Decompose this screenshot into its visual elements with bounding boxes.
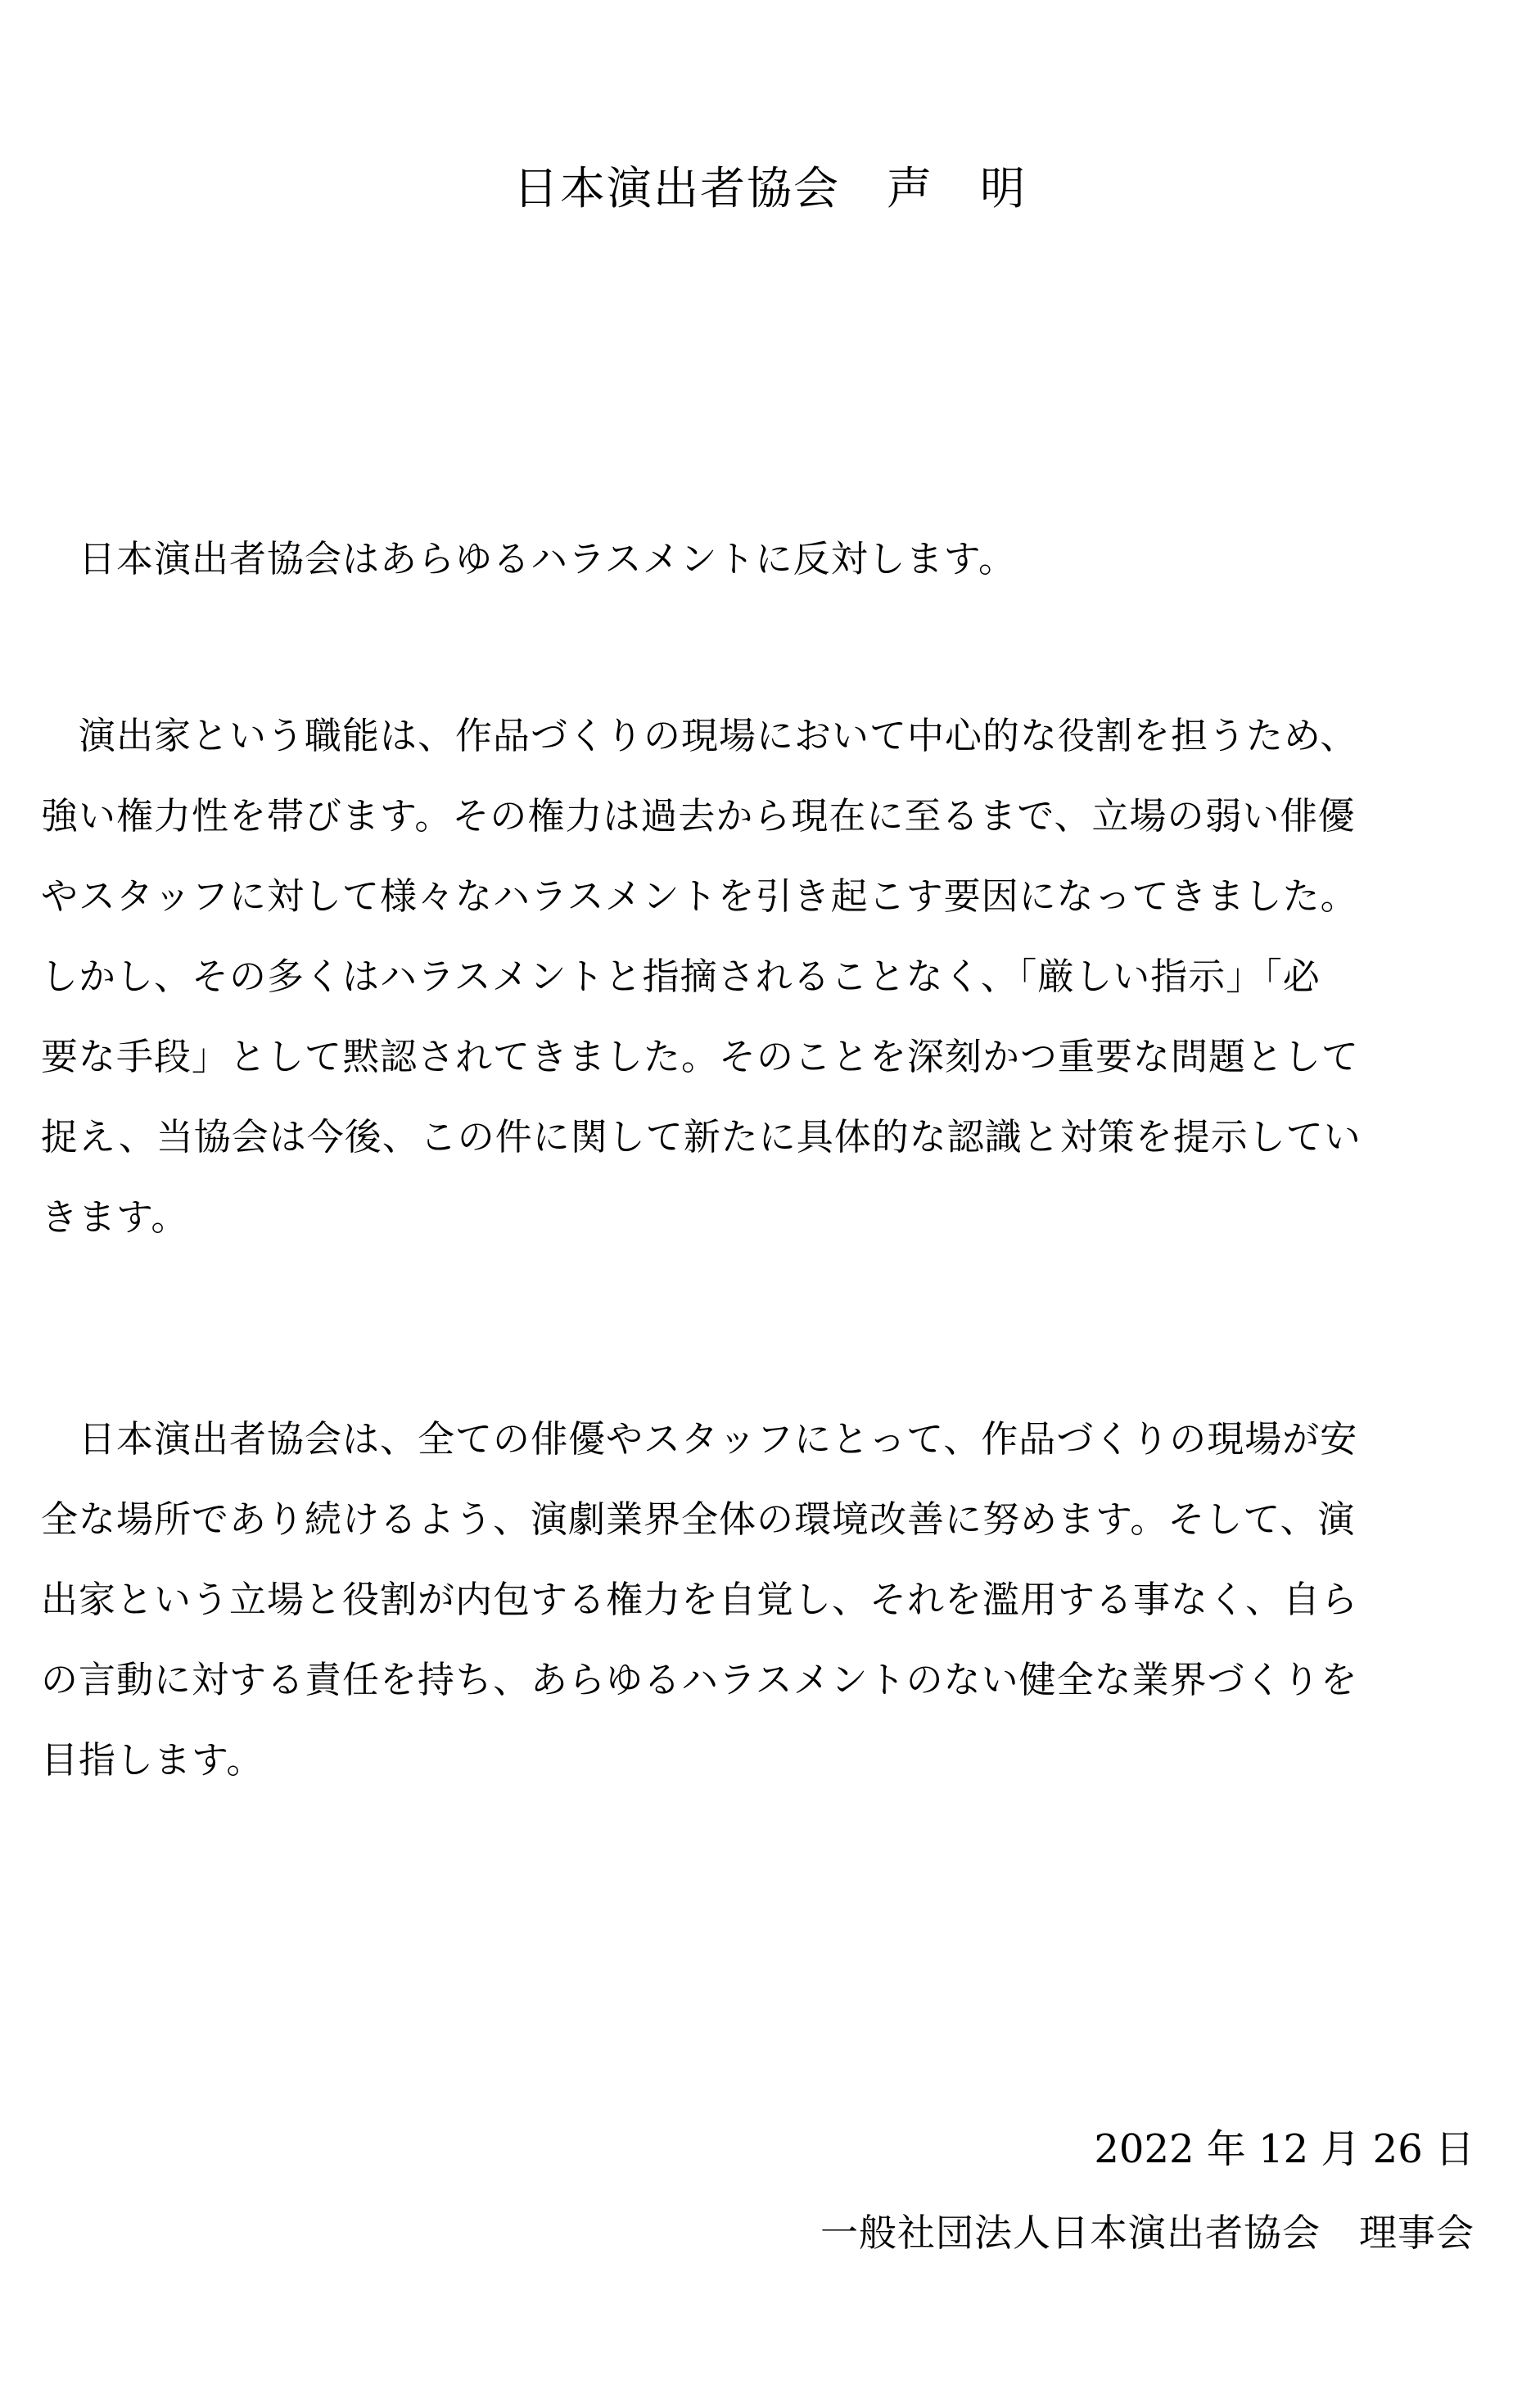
paragraph-line: きます。 <box>41 1195 189 1239</box>
paragraph-2 <box>41 696 1506 1258</box>
paragraph-line: 出家という立場と役割が内包する権力を自覚し、それを濫用する事なく、自ら <box>41 1578 1359 1621</box>
paragraph-line: 全な場所であり続けるよう、演劇業界全体の環境改善に努めます。そして、演 <box>41 1497 1356 1541</box>
paragraph-3 <box>41 1399 1506 1800</box>
paragraph-line: の言動に対する責任を持ち、あらゆるハラスメントのない健全な業界づくりを <box>41 1658 1358 1701</box>
paragraph-line: 強い権力性を帯びます。その権力は過去から現在に至るまで、立場の弱い俳優 <box>41 794 1356 838</box>
paragraph-line: 日本演出者協会はあらゆるハラスメントに反対します。 <box>41 537 1017 580</box>
paragraph-line: 要な手段」として黙認されてきました。そのことを深刻かつ重要な問題として <box>41 1035 1360 1078</box>
document-title: 日本演出者協会 声 明 <box>513 162 1027 215</box>
paragraph-line: 日本演出者協会は、全ての俳優やスタッフにとって、作品づくりの現場が安 <box>41 1417 1358 1461</box>
paragraph-line: やスタッフに対して様々なハラスメントを引き起こす要因になってきました。 <box>41 874 1358 918</box>
signatory: 一般社団法人日本演出者協会 理事会 <box>820 2211 1475 2255</box>
statement-date: 2022 年 12 月 26 日 <box>1094 2126 1475 2172</box>
paragraph-line: 演出家という職能は、作品づくりの現場において中心的な役割を担うため、 <box>41 714 1358 757</box>
paragraph-line: 目指します。 <box>41 1738 264 1782</box>
paragraph-line: しかし、その多くはハラスメントと指摘されることなく、「厳しい指示」「必 <box>41 955 1321 998</box>
paragraph-line: 捉え、当協会は今後、この件に関して新たに具体的な認識と対策を提示してい <box>41 1115 1362 1159</box>
paragraph-1 <box>41 519 1506 599</box>
